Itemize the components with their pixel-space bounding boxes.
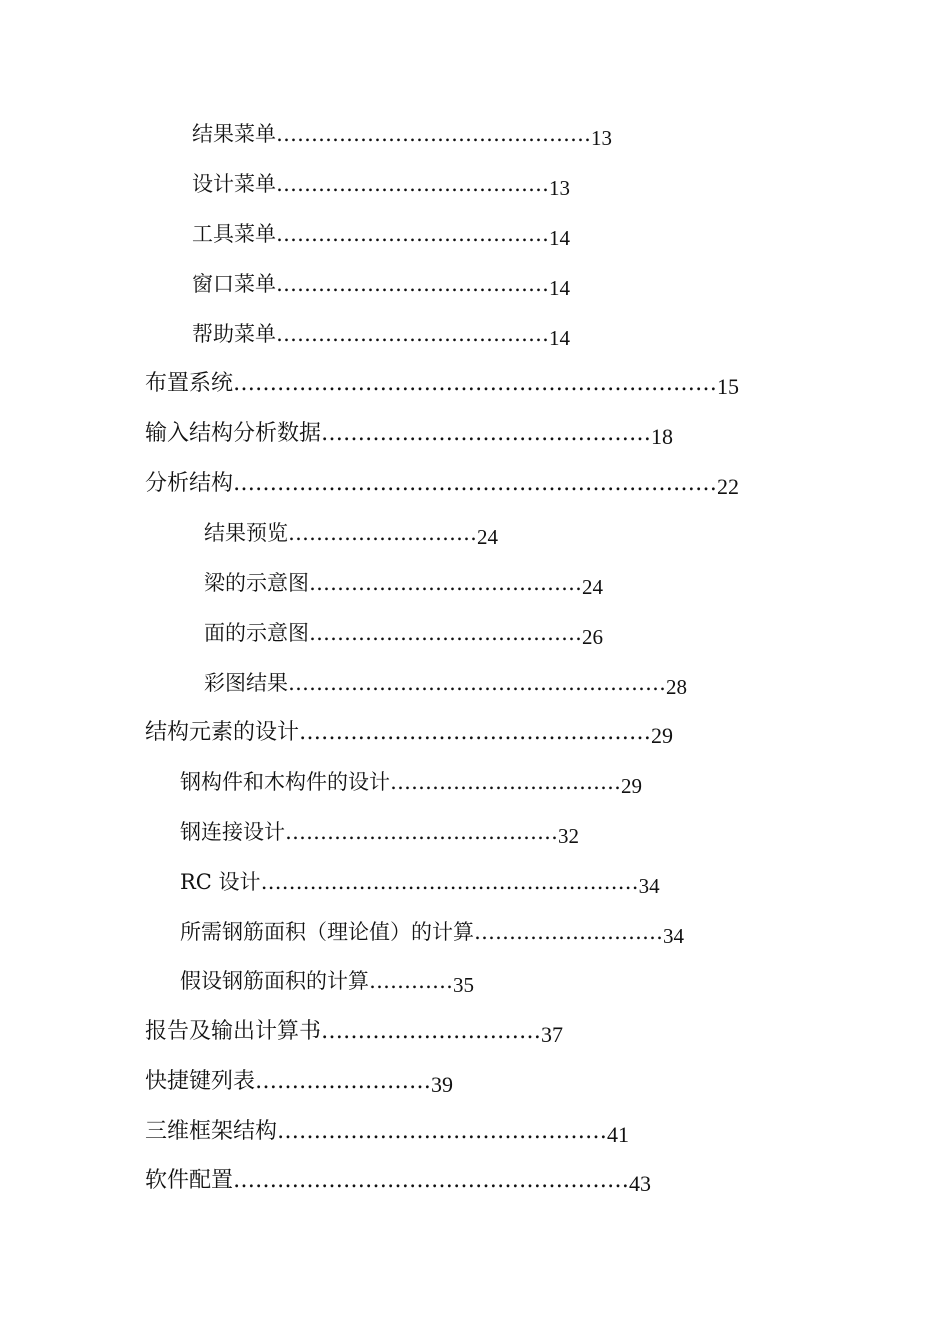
toc-entry-title: 钢连接设计 — [180, 820, 285, 844]
toc-entry-page-number: 28 — [666, 675, 687, 699]
toc-entry[interactable] — [145, 420, 674, 449]
toc-entry[interactable] — [145, 370, 740, 399]
toc-entry-page-number: 14 — [549, 276, 570, 300]
toc-entry-page-number: 29 — [651, 723, 674, 748]
toc-entry-leader: ………………………………………………………… — [233, 471, 718, 496]
toc-entry-page-number: 35 — [453, 973, 474, 997]
toc-entry-title: 窗口菜单 — [192, 272, 276, 296]
toc-entry[interactable] — [145, 719, 674, 748]
toc-entry-page-number: 18 — [651, 424, 674, 449]
toc-entry-page-number: 32 — [558, 824, 579, 848]
toc-entry-title: 软件配置 — [145, 1168, 234, 1193]
toc-entry[interactable] — [180, 819, 579, 848]
toc-entry[interactable] — [204, 520, 498, 549]
toc-entry-title: 所需钢筋面积（理论值）的计算 — [180, 920, 474, 944]
toc-entry-leader: ………………………………… — [276, 222, 549, 246]
toc-entry-page-number: 14 — [549, 326, 570, 350]
toc-entry-page-number: 43 — [629, 1171, 652, 1196]
toc-entry-leader: ………………………………… — [276, 272, 549, 296]
toc-entry-leader: ……………………………………… — [277, 1119, 608, 1144]
toc-entry-title: RC 设计 — [180, 870, 261, 894]
toc-entry-title: 分析结构 — [145, 471, 234, 496]
toc-entry-leader: ………… — [369, 969, 453, 993]
toc-entry[interactable] — [192, 271, 570, 300]
toc-entry-title: 帮助菜单 — [192, 322, 276, 346]
toc-entry-leader: ………………………………… — [309, 621, 582, 645]
toc-entry-page-number: 14 — [549, 226, 570, 250]
toc-entry[interactable] — [180, 869, 660, 898]
toc-entry-title: 工具菜单 — [192, 222, 276, 246]
toc-entry[interactable] — [192, 321, 570, 350]
toc-entry-leader: ……………………………………………… — [260, 870, 639, 894]
toc-entry[interactable] — [192, 121, 612, 150]
toc-entry[interactable] — [180, 968, 474, 997]
toc-entry-leader: ……………………………………… — [276, 122, 591, 146]
toc-entry-page-number: 24 — [477, 525, 498, 549]
toc-entry-title: 钢构件和木构件的设计 — [180, 770, 390, 794]
toc-entry-title: 报告及输出计算书 — [145, 1019, 322, 1044]
toc-entry[interactable] — [145, 1167, 652, 1196]
toc-entry-leader: ……………………………………………… — [233, 1168, 630, 1193]
toc-entry-leader: ………………………………………………………… — [233, 371, 718, 396]
toc-entry[interactable] — [204, 670, 687, 699]
toc-entry-leader: ……………………………………… — [321, 421, 652, 446]
toc-entry[interactable] — [145, 1018, 564, 1047]
toc-entry-page-number: 34 — [663, 924, 684, 948]
toc-entry-title: 结果预览 — [204, 521, 288, 545]
toc-entry-leader: ……………………… — [288, 521, 477, 545]
toc-entry-title: 设计菜单 — [192, 172, 276, 196]
toc-entry-leader: ………………………………………… — [299, 720, 652, 745]
toc-entry-title: 面的示意图 — [204, 621, 309, 645]
toc-entry-page-number: 39 — [431, 1072, 454, 1097]
toc-entry-title: 输入结构分析数据 — [145, 421, 322, 446]
toc-entry-title: 三维框架结构 — [145, 1119, 278, 1144]
toc-entry-title: 布置系统 — [145, 371, 234, 396]
toc-entry-leader: ………………………………… — [276, 322, 549, 346]
toc-entry-title: 梁的示意图 — [204, 571, 309, 595]
toc-entry-leader: ………………………………… — [285, 820, 558, 844]
toc-entry-page-number: 13 — [549, 176, 570, 200]
toc-entry[interactable] — [204, 620, 603, 649]
toc-entry[interactable] — [145, 1118, 630, 1147]
toc-entry-leader: ……………………… — [474, 920, 663, 944]
toc-entry-page-number: 15 — [717, 374, 740, 399]
toc-entry-leader: …………………………… — [390, 770, 621, 794]
toc-entry-page-number: 24 — [582, 575, 603, 599]
toc-entry-page-number: 34 — [638, 874, 660, 898]
toc-entry-title: 结果菜单 — [192, 122, 276, 146]
toc-entry[interactable] — [192, 171, 570, 200]
toc-entry[interactable] — [180, 769, 642, 798]
toc-entry-title: 彩图结果 — [204, 671, 288, 695]
toc-entry-page-number: 26 — [582, 625, 603, 649]
toc-entry-title: 结构元素的设计 — [145, 720, 300, 745]
toc-entry-page-number: 22 — [717, 474, 740, 499]
toc-entry-leader: ………………………………… — [309, 571, 582, 595]
toc-entry[interactable] — [180, 919, 684, 948]
toc-entry-leader: ……………………………………………… — [288, 671, 666, 695]
toc-entry[interactable] — [145, 470, 740, 499]
toc-entry-page-number: 29 — [621, 774, 642, 798]
toc-entry[interactable] — [192, 221, 570, 250]
toc-entry-page-number: 13 — [591, 126, 612, 150]
toc-entry[interactable] — [145, 1068, 454, 1097]
toc-entry-page-number: 41 — [607, 1122, 630, 1147]
toc-entry[interactable] — [204, 570, 603, 599]
toc-entry-leader: ………………………… — [321, 1019, 542, 1044]
toc-entry-title: 快捷键列表 — [145, 1069, 256, 1094]
toc-entry-page-number: 37 — [541, 1022, 564, 1047]
toc-entry-leader: …………………… — [255, 1069, 432, 1094]
toc-entry-title: 假设钢筋面积的计算 — [180, 969, 369, 993]
toc-entry-leader: ………………………………… — [276, 172, 549, 196]
